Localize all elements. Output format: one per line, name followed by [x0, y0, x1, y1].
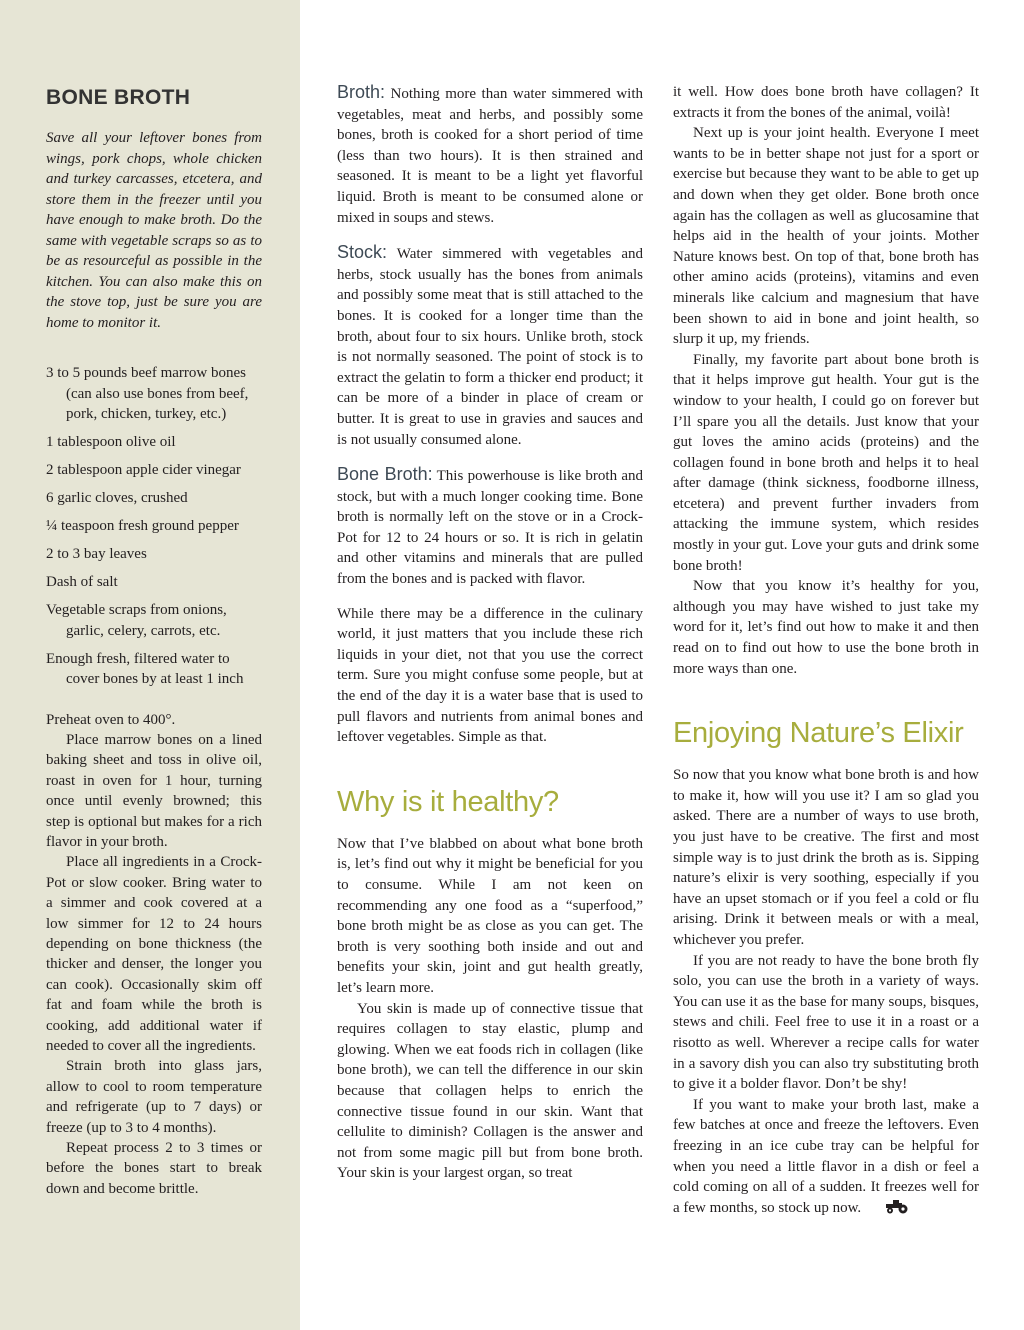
recipe-sidebar: [0, 0, 300, 1330]
stock-term: Stock:: [337, 242, 388, 263]
method-step: Repeat process 2 to 3 times or before the bones start to break down and become brittle.: [46, 1140, 262, 1197]
bone-broth-definition: [337, 464, 643, 590]
body-paragraph: So now that you know what bone broth is and how to make it, how will you use it? I am so glad you asked. There are a number of ways to use broth, you just have to be creative. The first and most simple way is to just drink the broth as is. Sipping nature’s elixir is very soothing, especially if you have an upset stomach or if you feel a cold or flu arising. Drink it between meals or with a meal, whichever you prefer.: [673, 767, 979, 948]
broth-definition: [337, 82, 643, 228]
body-paragraph: Finally, my favorite part about bone broth is that it helps improve gut health. Your gut is the window to your health, I could go on forever but I’ll spare you all the details. Just know that your gut loves the amino acids (proteins) and the collagen found in bone broth and helps it to heal after damage (think sickness, foodborne illness, etcetera) and prevent further invaders from attacking the immune system, which resides mostly in your gut. Love your guts and drink some bone broth!: [673, 351, 979, 574]
body-paragraph: You skin is made up of connective tissue that requires collagen to stay elastic, plump and glowing. When we eat foods rich in collagen (like bone broth), we can tell the difference in our skin because that collagen helps to enrich the connective tissue found in our skin. Want that cellulite to diminish? Collagen is the answer and not from some magic pill but from bone broth. Your skin is your largest organ, so treat: [337, 1000, 643, 1182]
body-paragraph: it well. How does bone broth have collagen? It extracts it from the bones of the animal, voilà!: [673, 84, 979, 121]
broth-term: Broth:: [337, 82, 386, 102]
recipe-intro: Save all your leftover bones from wings, pork chops, whole chicken and turkey carcasses, etcetera, and store them in the freezer until you have enough to make broth. Do the same with vegetable scraps so as to be as resourceful as possible in the kitchen. You can also make this on the stove top, just be sure you are home to monitor it.: [46, 130, 262, 331]
method-step: Place all ingredients in a Crock-Pot or slow cooker. Bring water to a simmer and cook covered at a low simmer for 12 to 24 hours depending on bone thickness (the thicker and denser, the longer you can cook). Occasionally skim off fat and foam while the broth is cooking, add additional water if needed to cover all the ingredients.: [46, 854, 262, 1054]
body-paragraph: Now that you know it’s healthy for you, although you may have wished to just take my word for it, let’s find out how to make it and then read on to find out how to use the bone broth in more ways than one.: [673, 578, 979, 677]
ingredient-list: [46, 363, 262, 690]
method-step: Strain broth into glass jars, allow to cool to room temperature and refrigerate (up to 7 days) or freeze (up to 3 to 4 months).: [46, 1058, 262, 1136]
ingredient-item: 1 tablespoon olive oil: [46, 434, 176, 450]
ingredient-item: Dash of salt: [46, 574, 118, 590]
article-column-3: [673, 82, 979, 1220]
elixir-heading: Enjoying Nature’s Elixir: [673, 717, 964, 750]
ingredient-item: Vegetable scraps from onions, garlic, celery, carrots, etc.: [46, 602, 227, 639]
body-paragraph: Now that I’ve blabbed on about what bone broth is, let’s find out why it might be beneficial for you to consume. While I am not keen on recommending any one food as a “superfood,” bone broth might be as close as you can get. The broth is very soothing both inside and out and benefits your skin, joint and gut health greatly, let’s learn more.: [337, 835, 643, 996]
stock-definition: [337, 242, 643, 450]
difference-paragraph: While there may be a difference in the culinary world, it just matters that you include these rich liquids in your diet, not that you use the correct term. Sure you might confuse some people, but at the end of the day it is a water base that is used to pull flavors and nutrients from animal bones and leftover vegetables. Simple as that.: [337, 605, 643, 746]
ingredient-item: 2 tablespoon apple cider vinegar: [46, 462, 241, 478]
tractor-icon: [865, 1199, 909, 1221]
recipe-content: [46, 86, 262, 1199]
method-step: Place marrow bones on a lined baking sheet and toss in olive oil, roast in oven for 1 hour, turning once until evenly browned; this step is optional but makes for a rich flavor in your broth.: [46, 731, 262, 850]
recipe-title: BONE BROTH: [46, 86, 191, 109]
ingredient-item: Enough fresh, filtered water to cover bones by at least 1 inch: [46, 650, 244, 687]
method-step: Preheat oven to 400°.: [46, 711, 176, 728]
ingredient-item: 6 garlic cloves, crushed: [46, 490, 188, 506]
recipe-method: [46, 710, 262, 1200]
broth-text: Nothing more than water simmered with vegetables, meat and herbs, and possibly some bones, broth is cooked for a short period of time (less than two hours). It is then strained and seasoned. It is meant to be a light yet flavorful liquid. Broth is meant to be consumed alone or mixed in soups and stews.: [337, 86, 644, 226]
bone-broth-text: This powerhouse is like broth and stock, but with a much longer cooking time. Bone broth is normally left on the stove or in a Crock-Pot for 12 to 24 hours or so. It is rich in gelatin and other vitamins and minerals that are pulled from the bones and is packed with flavor.: [337, 468, 644, 588]
bone-broth-term: Bone Broth:: [337, 464, 433, 485]
stock-text: Water simmered with vegetables and herbs, stock usually has the bones from animals and possibly some meat that is still attached to the bones. It is cooked for a longer time than the broth, about four to six hours. Unlike broth, stock is not normally seasoned. The point of stock is to extract the gelatin to form a thicker end product; it can be more of a binder in place of cream or butter. It is great to use in gravies and sauces and is not usually consumed alone.: [337, 246, 643, 448]
ingredient-item: ¼ teaspoon fresh ground pepper: [46, 518, 239, 534]
body-paragraph: Next up is your joint health. Everyone I meet wants to be in better shape not just for a sport or exercise but because they want to be able to get up and down when they get older. Bone broth once again has the collagen as well as glucosamine that helps aid in the health of your joints. Mother Nature knows best. On top of that, bone broth has other amino acids (proteins), vitamins and even minerals like calcium and magnesium that have been shown to aid in bone and joint health, so slurp it up, my friends.: [673, 125, 979, 348]
body-paragraph: [673, 1095, 979, 1221]
ingredient-item: 3 to 5 pounds beef marrow bones (can also use bones from beef, pork, chicken, turkey, etc.): [46, 365, 249, 422]
body-paragraph: If you are not ready to have the bone broth fly solo, you can use the broth in a variety of ways. You can use it as the base for many soups, bisques, stews and chili. Feel free to use it in a roast or a risotto as well. Wherever a recipe calls for water in a savory dish you can also try substituting broth to give it a bolder flavor. Don’t be shy!: [673, 952, 979, 1093]
article-column-2: [337, 82, 643, 1184]
healthy-heading: Why is it healthy?: [337, 785, 559, 818]
closing-text: If you want to make your broth last, make a few batches at once and freeze the leftovers. Even freezing in an ice cube tray can be helpful for when you need a little flavor in a dish or feel a cold coming on all of a sudden. It freezes well for a few months, so stock up now.: [673, 1096, 979, 1216]
ingredient-item: 2 to 3 bay leaves: [46, 546, 147, 562]
